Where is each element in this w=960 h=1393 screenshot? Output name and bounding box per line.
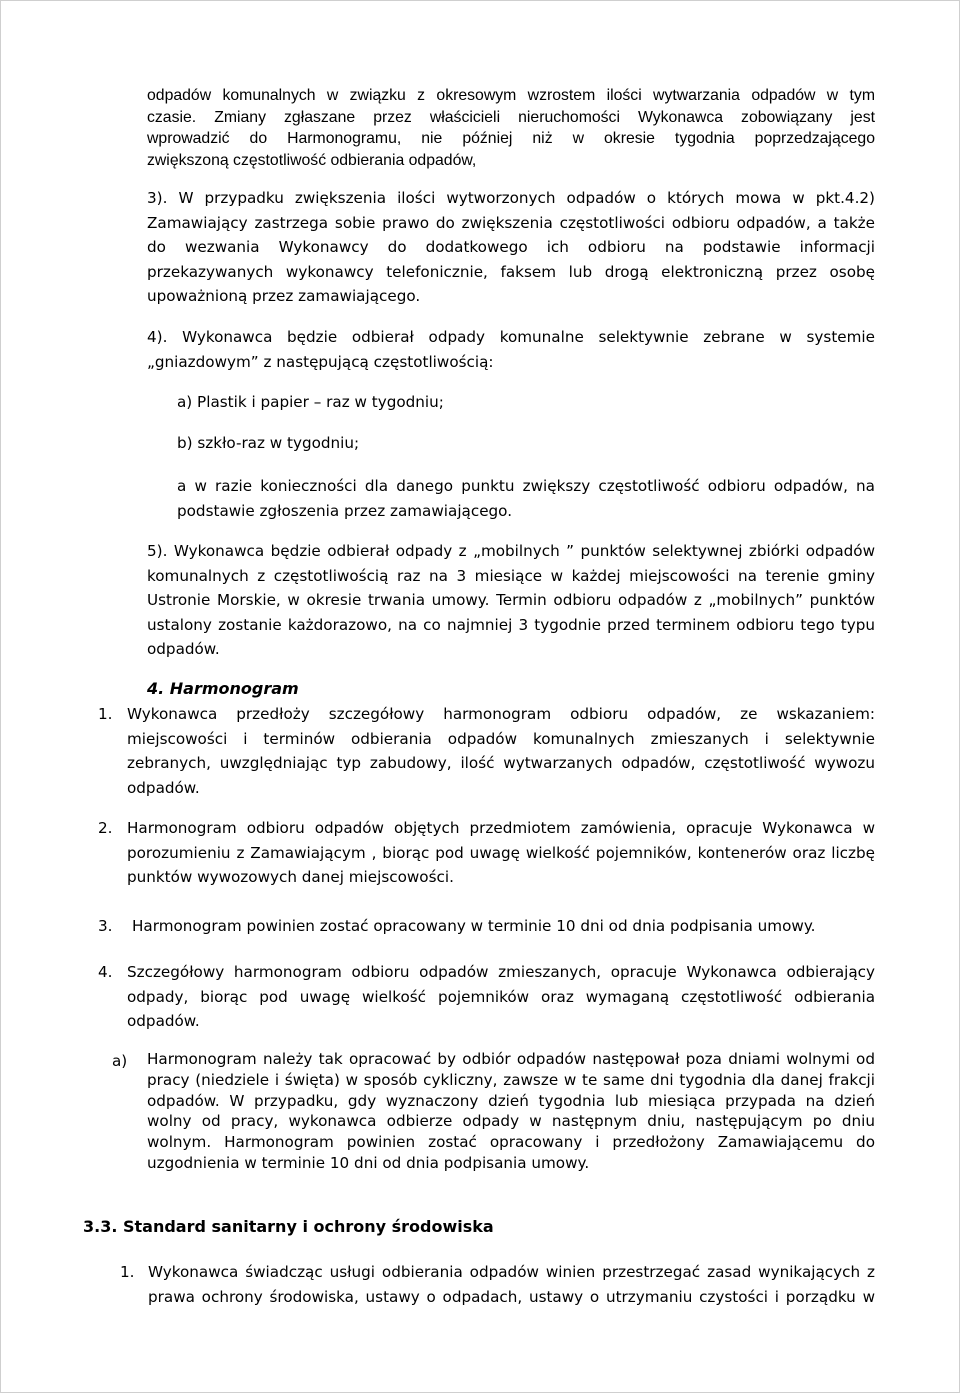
text-line: zwiększoną częstotliwość odbierania odpadów, [147, 151, 477, 169]
text-line: miejscowości i terminów odbierania odpadów komunalnych zmieszanych i selektywnie [127, 729, 875, 748]
text-line: pracy (niedziele i święta) w sposób cykliczny, zawsze w te same dni tygodnia dla danej frakcji [147, 1070, 875, 1089]
text-line: czasie. Zmiany zgłaszane przez właścicieli nieruchomości Wykonawca zobowiązany jest [147, 108, 875, 126]
text-line: Wykonawca przedłoży szczegółowy harmonogram odbioru odpadów, ze wskazaniem: [127, 705, 875, 723]
text-line: Wykonawca świadcząc usługi odbierania odpadów winien przestrzegać zasad wynikających z [148, 1263, 875, 1281]
text-line: punktów wywozowych danej miejscowości. [127, 868, 454, 887]
section-heading-standard: 3.3. Standard sanitarny i ochrony środowiska [83, 1217, 494, 1236]
text-line: Zamawiający zastrzega sobie prawo do zwiększenia częstotliwości odbioru odpadów, a także [147, 213, 875, 232]
harmonogram-item-2 [127, 816, 875, 890]
text-line: a w razie konieczności dla danego punktu zwiększy częstotliwość odbioru odpadów, na [177, 477, 875, 495]
text-line: b) szkło-raz w tygodniu; [177, 434, 360, 452]
text-line: „gniazdowym” z następującą częstotliwością: [147, 352, 494, 371]
text-line: uzgodnienia w terminie 10 dni od dnia podpisania umowy. [147, 1153, 590, 1172]
item-number: 1. [98, 705, 113, 723]
text-line: ustalony zostanie każdorazowo, na co najmniej 3 tygodnie przed terminem odbioru tego typu [147, 615, 875, 634]
text-line: do wezwania Wykonawcy do dodatkowego ich odbioru na podstawie informacji [147, 238, 875, 257]
harmonogram-item-3 [132, 914, 875, 939]
text-line: a) Plastik i papier – raz w tygodniu; [177, 393, 444, 411]
text-line: wolny od pracy, wykonawca odbierze odpady w następnym dniu, następującym po dniu [147, 1112, 875, 1131]
item-number: a) [112, 1052, 128, 1070]
standard-item-1 [148, 1260, 875, 1309]
text-line: porozumieniu z Zamawiającym , biorąc pod uwagę wielkość pojemników, kontenerów oraz liczbę [127, 843, 875, 862]
text-line: Harmonogram odbioru odpadów objętych przedmiotem zamówienia, opracuje Wykonawca w [127, 819, 875, 837]
text-line: Harmonogram powinien zostać opracowany w terminie 10 dni od dnia podpisania umowy. [132, 917, 816, 935]
text-line: podstawie zgłoszenia przez zamawiającego. [177, 501, 513, 520]
text-line: wolnym. Harmonogram powinien zostać opracowany i przedłożony Zamawiającemu do [147, 1133, 875, 1152]
text-line: odpadów komunalnych w związku z okresowym wzrostem ilości wytwarzania odpadów w tym [147, 87, 875, 104]
harmonogram-subitem-a [147, 1049, 875, 1174]
harmonogram-item-1 [127, 702, 875, 800]
text-line: Harmonogram należy tak opracować by odbiór odpadów następował poza dniami wolnymi od [147, 1050, 875, 1068]
paragraph-3 [147, 186, 875, 309]
text-line: przekazywanych wykonawcy telefonicznie, faksem lub drogą elektroniczną przez osobę [147, 262, 875, 281]
text-line: prawa ochrony środowiska, ustawy o odpadach, ustawy o utrzymaniu czystości i porządku w [148, 1287, 875, 1306]
paragraph-5 [147, 539, 875, 662]
text-line: 4). Wykonawca będzie odbierał odpady komunalne selektywnie zebrane w systemie [147, 328, 875, 346]
text-line: 5). Wykonawca będzie odbierał odpady z „mobilnych ” punktów selektywnej zbiórki odpadów [147, 542, 875, 560]
text-line: odpadów. [127, 1012, 200, 1031]
text-line: odpadów. W przypadku, gdy wyznaczony dzień tygodnia lub miesiąca przypada na dzień [147, 1091, 875, 1110]
item-number: 2. [98, 819, 113, 837]
list-item-a [177, 390, 777, 415]
item-number: 4. [98, 963, 113, 981]
text-line: odpady, biorąc pod uwagę wielkość pojemników oraz wymaganą częstotliwość odbierania [127, 987, 875, 1006]
text-line: upoważnioną przez zamawiającego. [147, 287, 421, 306]
text-line: odpadów. [127, 778, 200, 797]
paragraph-4 [147, 325, 875, 374]
note-paragraph [177, 474, 875, 523]
section-heading-harmonogram: 4. Harmonogram [147, 679, 299, 698]
text-line: Szczegółowy harmonogram odbioru odpadów zmieszanych, opracuje Wykonawca odbierający [127, 963, 875, 981]
text-line: komunalnych z częstotliwością raz na 3 miesiące w każdej miejscowości na terenie gminy [147, 566, 875, 585]
harmonogram-item-4 [127, 960, 875, 1034]
item-number: 3. [98, 917, 113, 935]
list-item-b [177, 431, 777, 456]
top-paragraph [147, 85, 875, 171]
text-line: 3). W przypadku zwiększenia ilości wytworzonych odpadów o których mowa w pkt.4.2) [147, 189, 875, 207]
text-line: Ustronie Morskie, w okresie trwania umowy. Termin odbioru odpadów z „mobilnych” punktów [147, 591, 875, 610]
text-line: zebranych, uwzględniając typ zabudowy, ilość wytwarzanych odpadów, częstotliwość wywozu [127, 754, 875, 773]
item-number: 1. [120, 1263, 135, 1281]
text-line: wprowadzić do Harmonogramu, nie później niż w okresie tygodnia poprzedzającego [147, 130, 875, 148]
text-line: odpadów. [147, 640, 220, 659]
